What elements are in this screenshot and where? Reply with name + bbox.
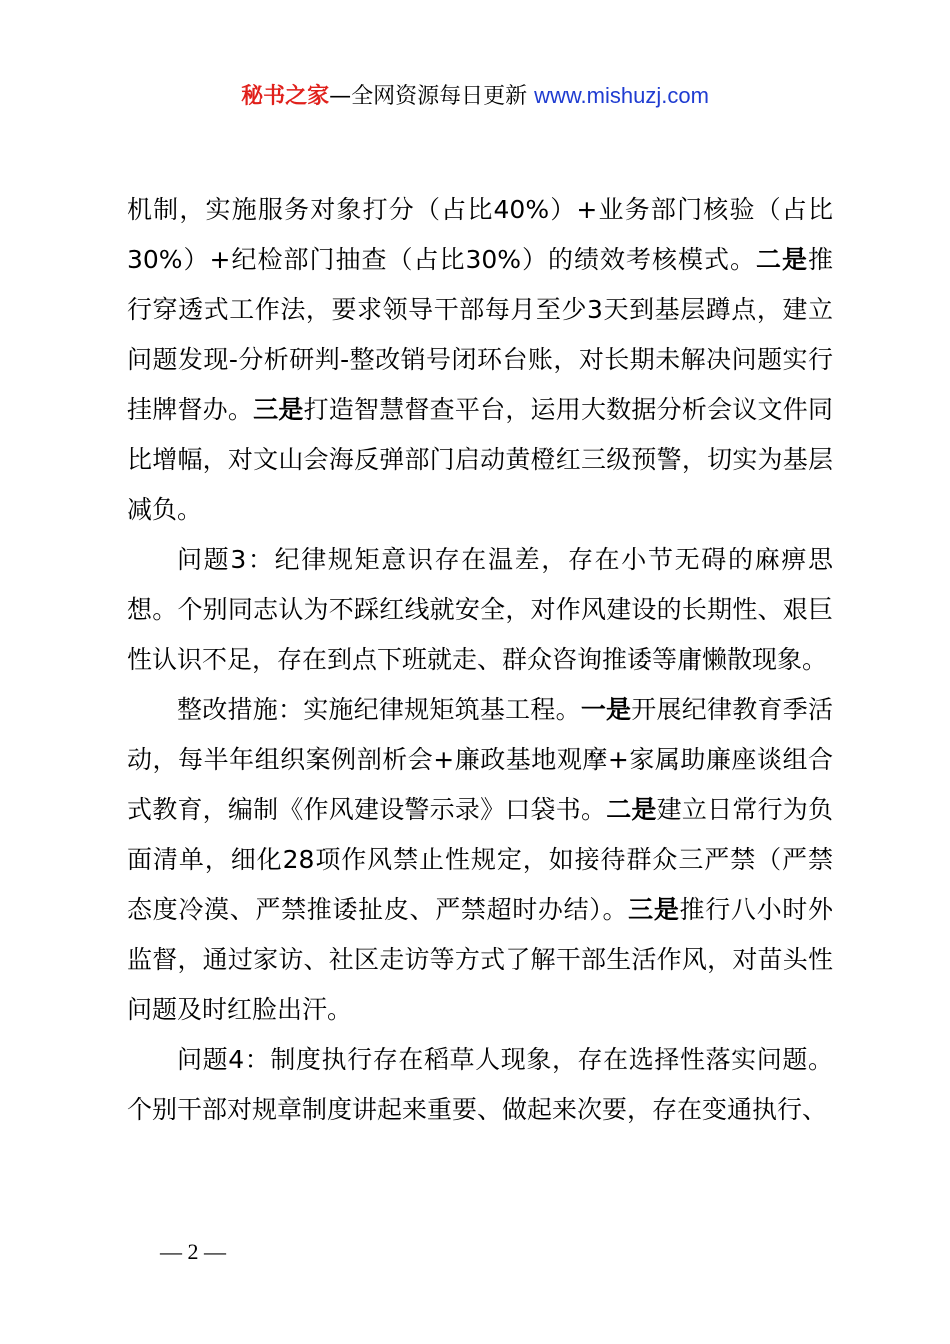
bold-marker: 一是 [580,695,632,724]
paragraph-text: 建立日常行为负面清单，细化28项作风禁止性规定，如接待群众三严禁（严禁态度冷漠、严禁推诿扯皮、严禁超时办结）。 [127,795,833,924]
paragraph-text: 推行八小时外监督，通过家访、社区走访等方式了解干部生活作风，对苗头性问题及时红脸出汗。 [127,895,833,1024]
bold-marker: 三是 [628,895,680,924]
brand-name: 秘书之家 [241,84,330,109]
paragraph-text: 问题3：纪律规矩意识存在温差，存在小节无碍的麻痹思想。个别同志认为不踩红线就安全，对作风建设的长期性、艰巨性认识不足，存在到点下班就走、群众咨询推诿等庸懒散现象。 [127,545,833,674]
header-tagline: —全网资源每日更新 [329,84,535,109]
site-header [0,80,950,113]
paragraph [127,685,833,1035]
document-body [127,185,833,1135]
paragraph [127,1035,833,1135]
paragraph [127,535,833,685]
paragraph-text: 整改措施：实施纪律规矩筑基工程。 [177,695,581,724]
bold-marker: 三是 [253,395,304,424]
paragraph [127,185,833,535]
paragraph-text: 推行穿透式工作法，要求领导干部每月至少3天到基层蹲点，建立问题发现-分析研判-整改销号闭环台账，对长期未解决问题实行挂牌督办。 [127,245,833,424]
bold-marker: 二是 [755,245,808,274]
paragraph-text: 打造智慧督查平台，运用大数据分析会议文件同比增幅，对文山会海反弹部门启动黄橙红三级预警，切实为基层减负。 [127,395,833,524]
bold-marker: 二是 [606,795,657,824]
page-number: — 2 — [160,1239,226,1264]
site-url-link[interactable]: www.mishuzj.com [534,83,709,108]
paragraph-text: 机制，实施服务对象打分（占比40%）+业务部门核验（占比30%）+纪检部门抽查（占比30%）的绩效考核模式。 [127,195,833,274]
paragraph-text: 开展纪律教育季活动，每半年组织案例剖析会+廉政基地观摩+家属助廉座谈组合式教育，编制《作风建设警示录》口袋书。 [127,695,833,824]
paragraph-text: 问题4：制度执行存在稻草人现象，存在选择性落实问题。个别干部对规章制度讲起来重要、做起来次要，存在变通执行、 [127,1045,833,1124]
